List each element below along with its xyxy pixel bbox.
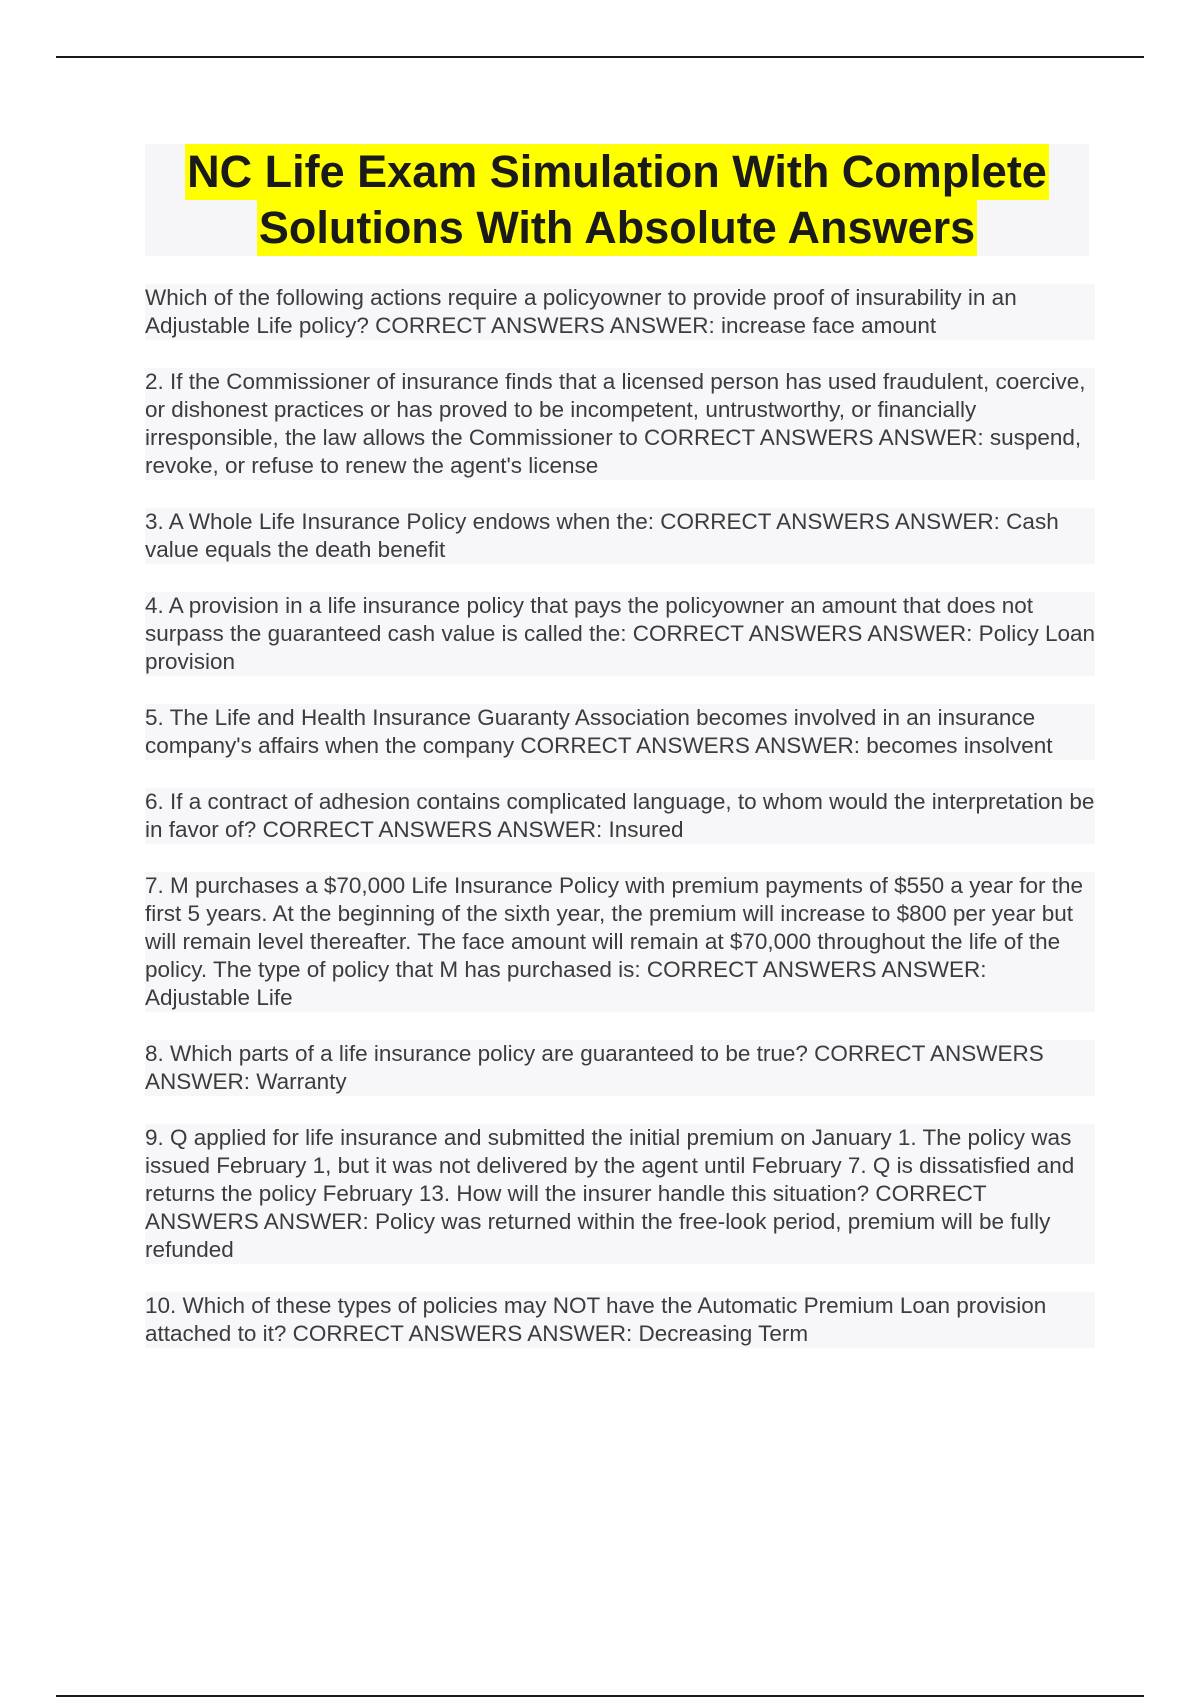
qa-item-3: 3. A Whole Life Insurance Policy endows when the: CORRECT ANSWERS ANSWER: Cash value equals the death benefit — [145, 508, 1095, 564]
question-answer-list — [145, 284, 1095, 1376]
title-line-2: Solutions With Absolute Answers — [257, 200, 977, 256]
top-rule — [56, 56, 1144, 58]
qa-item-8: 8. Which parts of a life insurance policy are guaranteed to be true? CORRECT ANSWERS ANSWER: Warranty — [145, 1040, 1095, 1096]
qa-item-10: 10. Which of these types of policies may NOT have the Automatic Premium Loan provision attached to it? CORRECT ANSWERS ANSWER: Decreasing Term — [145, 1292, 1095, 1348]
title-line-1: NC Life Exam Simulation With Complete — [185, 144, 1049, 200]
document-title — [145, 144, 1089, 256]
qa-item-6: 6. If a contract of adhesion contains complicated language, to whom would the interpretation be in favor of? CORRECT ANSWERS ANSWER: Insured — [145, 789, 1095, 842]
qa-item-5: 5. The Life and Health Insurance Guaranty Association becomes involved in an insurance company's affairs when the company CORRECT ANSWERS ANSWER: becomes insolvent — [145, 704, 1095, 760]
qa-item-1: Which of the following actions require a policyowner to provide proof of insurability in an Adjustable Life policy? CORRECT ANSWERS ANSWER: increase face amount — [145, 284, 1095, 340]
qa-item-9: 9. Q applied for life insurance and submitted the initial premium on January 1. The policy was issued February 1, but it was not delivered by the agent until February 7. Q is dissatisfied and returns the policy February 13. How will the insurer handle this situation? CORRECT ANSWERS ANSWER: Policy was returned within the free-look period, premium will be fully refunded — [145, 1124, 1095, 1264]
qa-item-4: 4. A provision in a life insurance policy that pays the policyowner an amount that does not surpass the guaranteed cash value is called the: CORRECT ANSWERS ANSWER: Policy Loan provision — [145, 593, 1096, 674]
bottom-rule — [56, 1695, 1144, 1697]
qa-item-7: 7. M purchases a $70,000 Life Insurance Policy with premium payments of $550 a year for the first 5 years. At the beginning of the sixth year, the premium will increase to $800 per year but will remain level thereafter. The face amount will remain at $70,000 throughout the life of the policy. The type of policy that M has purchased is: CORRECT ANSWERS ANSWER: Adjustable Life — [145, 872, 1095, 1012]
qa-item-2: 2. If the Commissioner of insurance finds that a licensed person has used fraudulent, coercive, or dishonest practices or has proved to be incompetent, untrustworthy, or financially irresponsible, the law allows the Commissioner to CORRECT ANSWERS ANSWER: suspend, revoke, or refuse to renew the agent's license — [145, 368, 1095, 480]
